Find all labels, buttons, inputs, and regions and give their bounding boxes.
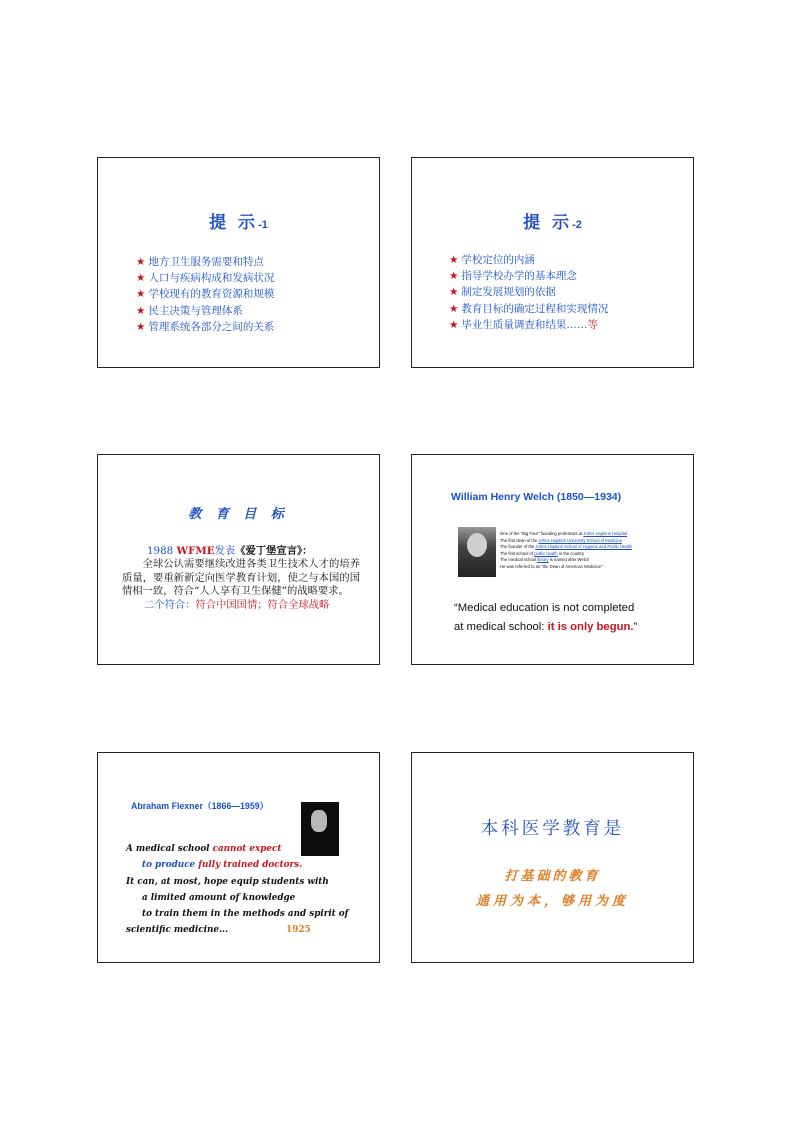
fact-link[interactable]: library bbox=[537, 557, 549, 563]
welch-quote: “Medical education is not completed at medical school: it is only begun.” bbox=[454, 602, 638, 633]
year-text: 1925 bbox=[286, 925, 311, 936]
star-icon: ★ bbox=[136, 256, 146, 268]
year-text: 1988 bbox=[147, 545, 174, 557]
welch-facts bbox=[500, 531, 632, 571]
slide-flexner bbox=[97, 752, 380, 963]
fact-line: The first school of public health in the country bbox=[500, 550, 585, 556]
title-text: 提 示 bbox=[209, 213, 259, 233]
declaration-title: 《爱丁堡宣言》： bbox=[235, 545, 313, 557]
star-icon: ★ bbox=[449, 286, 459, 299]
slide-body bbox=[122, 545, 360, 612]
star-icon: ★ bbox=[136, 272, 146, 285]
slide-welch bbox=[411, 454, 694, 665]
hint-list bbox=[136, 254, 274, 335]
fact-line: He was referred to as "the Dean of American Medicine" bbox=[500, 563, 603, 569]
star-icon: ★ bbox=[449, 318, 459, 331]
slide-hint-1 bbox=[97, 157, 380, 368]
star-icon: ★ bbox=[136, 304, 146, 317]
title-suffix: -1 bbox=[258, 219, 268, 231]
fact-link[interactable]: Johns Hopkins Hospital bbox=[583, 531, 628, 536]
slide-hint-2 bbox=[411, 157, 694, 368]
fact-link[interactable]: Johns Hopkins School of Hygiene and Public Health bbox=[535, 544, 632, 550]
org-text: WFME bbox=[176, 545, 215, 557]
etc-text: 等 bbox=[587, 318, 598, 331]
slide-title: Abraham Flexner（1866—1959） bbox=[131, 801, 269, 811]
list-item: ★ 毕业生质量调查和结果……等 bbox=[449, 318, 598, 331]
slide-title: 本科医学教育是 bbox=[480, 819, 625, 839]
list-item: ★ 指导学校办学的基本理念 bbox=[449, 270, 577, 283]
subtitle-1: 打基础的教育 bbox=[504, 869, 601, 884]
fact-line: The medical school library is named after Welch bbox=[500, 557, 590, 563]
star-icon: ★ bbox=[449, 302, 459, 315]
two-conformities: 二个符合：符合中国国情；符合全球战略 bbox=[144, 598, 330, 611]
slide-title bbox=[98, 208, 379, 233]
subtitle-2: 通用为本，够用为度 bbox=[475, 894, 629, 909]
fact-link[interactable]: public health bbox=[534, 550, 558, 556]
list-item: ★ 管理系统各部分之间的关系 bbox=[136, 320, 275, 333]
star-icon: ★ bbox=[449, 254, 459, 266]
fact-link[interactable]: Johns Hopkins University School of Medicine bbox=[538, 537, 622, 543]
slide-title: William Henry Welch (1850—1934) bbox=[451, 491, 622, 503]
star-icon: ★ bbox=[449, 270, 459, 283]
slide-undergraduate bbox=[411, 752, 694, 963]
star-icon: ★ bbox=[136, 288, 146, 301]
slide-education-goal bbox=[97, 454, 380, 665]
fact-line: The founder of the Johns Hopkins School of Hygiene and Public Health bbox=[500, 544, 632, 550]
slide-title: 教 育 目 标 bbox=[188, 507, 289, 522]
list-item: ★ 人口与疾病构成和发病状况 bbox=[136, 272, 275, 285]
welch-portrait bbox=[458, 527, 496, 577]
hint-list bbox=[449, 252, 608, 333]
slide-title bbox=[412, 208, 693, 233]
flexner-quote: A medical school cannot expect to produce fully trained doctors. It can, at most, hope equip students with a limited amount of knowledge to train them in the methods and spirit of scientific medicine... 1925 bbox=[126, 844, 349, 936]
quote-emphasis: it is only begun. bbox=[547, 621, 634, 633]
list-item: ★ 教育目标的确定过程和实现情况 bbox=[449, 302, 609, 315]
title-suffix: -2 bbox=[572, 219, 582, 231]
title-text: 提 示 bbox=[523, 213, 573, 233]
declaration-line: 1988 WFME发表《爱丁堡宣言》： bbox=[147, 545, 313, 557]
fact-line: The first dean of the Johns Hopkins University School of Medicine bbox=[500, 537, 622, 543]
list-item: ★ 学校现有的教育资源和规模 bbox=[136, 288, 275, 301]
list-item: ★ 学校定位的内涵 bbox=[449, 254, 535, 266]
paragraph: 全球公认需要继续改进各类卫生技术人才的培养质量，要重新新定向医学教育计划，使之与本国的国情相一致，符合“人人享有卫生保健”的战略要求。 bbox=[122, 558, 360, 598]
list-item: ★ 民主决策与管理体系 bbox=[136, 304, 243, 317]
fact-line: One of the "Big Four" founding professors at Johns Hopkins Hospital bbox=[500, 531, 628, 536]
list-item: ★ 地方卫生服务需要和特点 bbox=[136, 256, 264, 268]
star-icon: ★ bbox=[136, 320, 146, 333]
list-item: ★ 制定发展规划的依据 bbox=[449, 286, 556, 299]
